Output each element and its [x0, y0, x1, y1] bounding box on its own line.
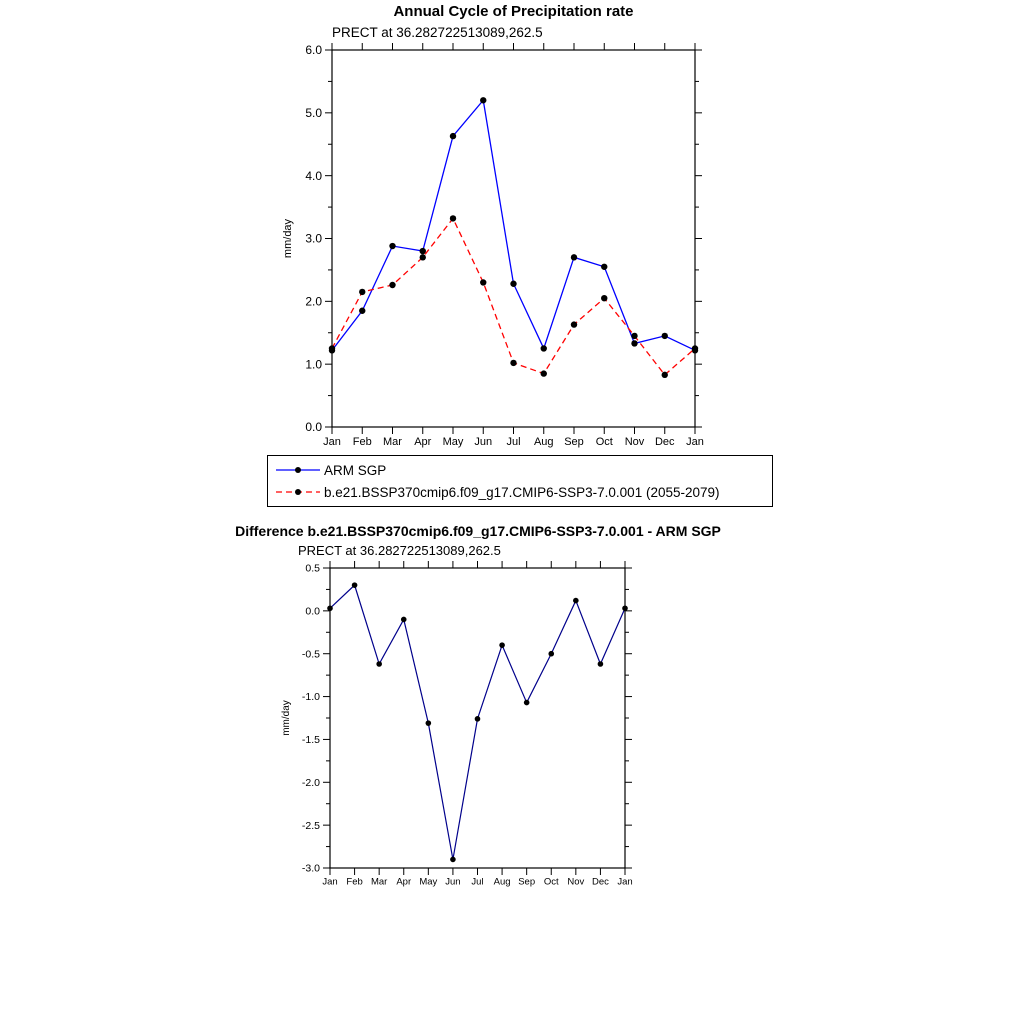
svg-text:Sep: Sep [518, 876, 536, 888]
svg-text:Jun: Jun [474, 436, 493, 448]
svg-text:6.0: 6.0 [305, 43, 322, 58]
svg-text:-3.0: -3.0 [301, 862, 320, 875]
svg-text:2.0: 2.0 [305, 294, 322, 309]
svg-text:-0.5: -0.5 [301, 648, 320, 661]
chart-title: Difference b.e21.BSSP370cmip6.f09_g17.CMIP6-SSP3-7.0.001 - ARM SGP [235, 523, 721, 539]
svg-text:0.5: 0.5 [305, 562, 320, 575]
svg-text:Sep: Sep [564, 436, 584, 448]
svg-text:Apr: Apr [396, 876, 412, 888]
chart-subtitle: PRECT at 36.282722513089,262.5 [298, 543, 501, 558]
svg-text:0.0: 0.0 [305, 605, 320, 618]
svg-text:4.0: 4.0 [305, 168, 322, 183]
chart-title: Annual Cycle of Precipitation rate [393, 3, 634, 20]
svg-text:May: May [442, 436, 464, 448]
annual-cycle-chart [280, 2, 709, 457]
svg-text:Jan: Jan [686, 436, 704, 448]
svg-text:Jan: Jan [617, 876, 633, 888]
svg-text:1.0: 1.0 [305, 357, 322, 372]
svg-text:Jan: Jan [322, 876, 338, 888]
svg-text:Nov: Nov [624, 436, 645, 448]
legend-label-arm-sgp: ARM SGP [324, 462, 387, 478]
svg-text:-2.0: -2.0 [301, 776, 320, 789]
model-line-icon [274, 484, 322, 500]
svg-text:-1.5: -1.5 [301, 734, 320, 747]
svg-text:Feb: Feb [346, 876, 363, 888]
svg-text:mm/day: mm/day [282, 218, 294, 259]
svg-text:Nov: Nov [567, 876, 585, 888]
legend-item-model [274, 481, 766, 503]
svg-text:Mar: Mar [370, 876, 388, 888]
svg-text:May: May [419, 876, 438, 888]
svg-text:0.0: 0.0 [305, 420, 322, 435]
svg-text:mm/day: mm/day [281, 700, 292, 736]
legend-box [267, 455, 773, 507]
difference-chart [235, 522, 721, 898]
svg-text:Oct: Oct [595, 436, 613, 448]
svg-text:Aug: Aug [493, 876, 511, 888]
svg-text:3.0: 3.0 [305, 231, 322, 246]
chart-subtitle: PRECT at 36.282722513089,262.5 [332, 25, 543, 40]
legend-label-model: b.e21.BSSP370cmip6.f09_g17.CMIP6-SSP3-7.0.001 (2055-2079) [324, 484, 720, 500]
svg-text:Jul: Jul [471, 876, 484, 888]
svg-text:Oct: Oct [543, 876, 559, 888]
svg-text:Dec: Dec [591, 876, 609, 888]
svg-text:-2.5: -2.5 [301, 819, 320, 832]
svg-text:-1.0: -1.0 [301, 691, 320, 704]
legend-item-arm-sgp [274, 459, 766, 481]
annual-cycle-plot [280, 42, 709, 457]
svg-text:Jan: Jan [323, 436, 341, 448]
svg-text:Dec: Dec [654, 436, 675, 448]
svg-text:Jun: Jun [445, 876, 461, 888]
arm-sgp-line-icon [274, 462, 322, 478]
svg-text:Apr: Apr [414, 436, 432, 448]
svg-text:Feb: Feb [352, 436, 372, 448]
svg-text:Jul: Jul [506, 436, 521, 448]
svg-text:Aug: Aug [533, 436, 554, 448]
svg-text:5.0: 5.0 [305, 106, 322, 121]
svg-text:Mar: Mar [383, 436, 402, 448]
difference-plot [278, 560, 639, 898]
